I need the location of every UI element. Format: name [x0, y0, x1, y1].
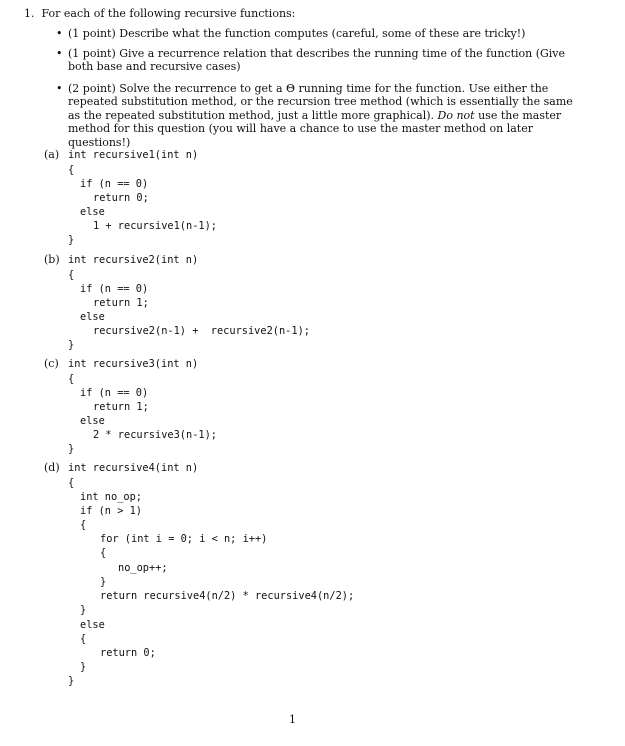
instruction-item [56, 27, 581, 41]
part-b-header [44, 253, 198, 266]
code-line: } [68, 675, 75, 687]
question-number: 1. [24, 7, 35, 20]
function-signature: int recursive1(int n) [68, 149, 199, 161]
code-line: } [68, 339, 75, 351]
code-line: if (n == 0) [80, 178, 149, 190]
question-intro-text: For each of the following recursive functions: [41, 7, 296, 20]
part-label: (d) [44, 461, 60, 474]
code-line: else [80, 311, 105, 323]
code-line: { [80, 633, 87, 645]
code-line: { [100, 547, 107, 559]
part-c-header [44, 357, 198, 370]
code-line: else [80, 619, 105, 631]
code-line: return 0; [93, 192, 149, 204]
part-label: (b) [44, 253, 60, 266]
code-line: recursive2(n-1) + recursive2(n-1); [93, 325, 310, 337]
code-line: 2 * recursive3(n-1); [93, 429, 217, 441]
function-signature: int recursive3(int n) [68, 358, 199, 370]
code-line: { [68, 164, 75, 176]
instruction-text: (1 point) Describe what the function computes (careful, some of these are tricky!) [68, 27, 526, 40]
code-line: { [68, 477, 75, 489]
part-d-header [44, 461, 198, 474]
code-line: 1 + recursive1(n-1); [93, 220, 217, 232]
instruction-item [56, 47, 581, 74]
code-line: { [80, 519, 87, 531]
code-line: int no_op; [80, 491, 142, 503]
code-line: else [80, 206, 105, 218]
page-number: 1 [289, 713, 296, 726]
code-line: no_op++; [118, 562, 168, 574]
code-line: return 1; [93, 401, 149, 413]
instruction-list [56, 27, 581, 155]
function-signature: int recursive2(int n) [68, 254, 199, 266]
code-line: { [68, 373, 75, 385]
code-line: if (n == 0) [80, 283, 149, 295]
emphasis: Do not [437, 108, 475, 122]
code-line: return recursive4(n/2) * recursive4(n/2); [100, 590, 355, 602]
code-line: } [80, 661, 87, 673]
function-signature: int recursive4(int n) [68, 462, 199, 474]
code-line: return 0; [100, 647, 156, 659]
code-line: } [68, 234, 75, 246]
instruction-text: (1 point) Give a recurrence relation that describes the running time of the function (Give both base and recursive cases) [68, 46, 566, 73]
part-label: (c) [44, 357, 59, 370]
code-line: } [80, 604, 87, 616]
code-line: if (n > 1) [80, 505, 142, 517]
code-line: { [68, 269, 75, 281]
code-line: else [80, 415, 105, 427]
code-line: if (n == 0) [80, 387, 149, 399]
part-label: (a) [44, 148, 60, 161]
bullet-icon: • [56, 46, 63, 60]
part-a-header [44, 148, 198, 161]
instruction-text: (2 point) Solve the recurrence to get a Θ running time for the function. Use either the repeated substitution method, or the recursion tree method (which is essentially the same as the repeated substitution method, just a little more graphical). Do not use the master method for this question (you will have a chance to use the master method on later questions!) [68, 81, 573, 149]
code-line: } [100, 576, 107, 588]
instruction-item [56, 82, 581, 150]
code-line: return 1; [93, 297, 149, 309]
code-line: for (int i = 0; i < n; i++) [100, 533, 268, 545]
code-line: } [68, 443, 75, 455]
bullet-icon: • [56, 81, 63, 95]
bullet-icon: • [56, 27, 63, 40]
question-intro [24, 7, 295, 20]
